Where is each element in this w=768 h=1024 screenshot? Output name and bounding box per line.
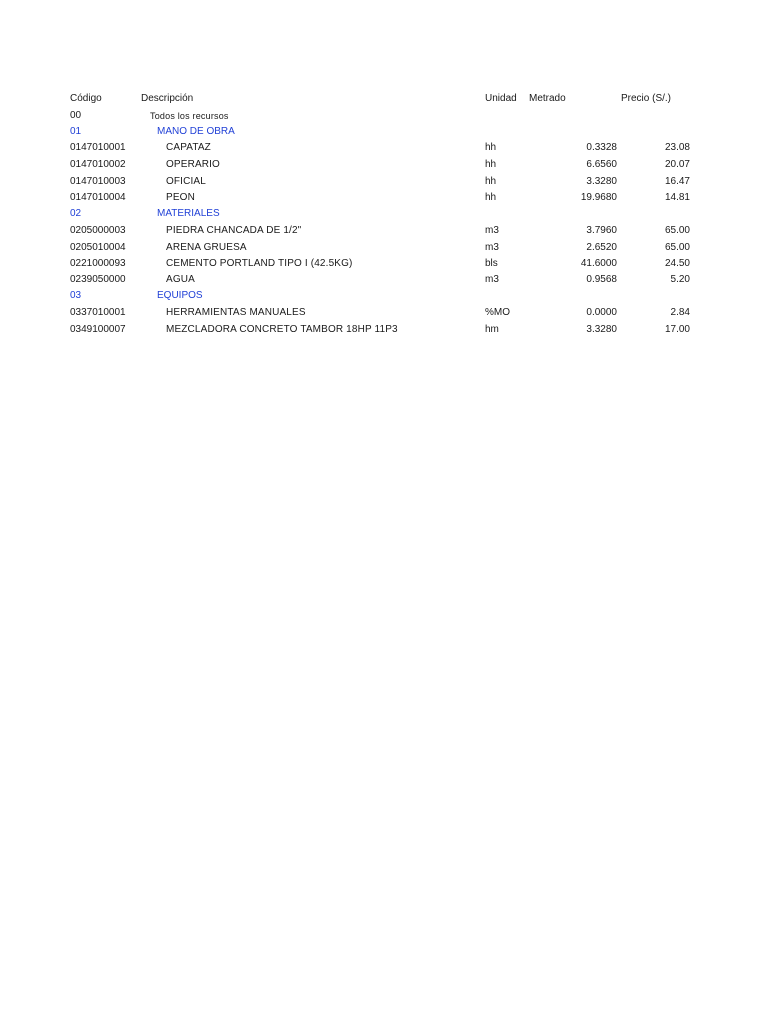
- item-metrado: 0.3328: [586, 142, 617, 153]
- table-row: [0, 157, 768, 173]
- item-unit: bls: [485, 258, 498, 269]
- group-name: MATERIALES: [157, 208, 220, 219]
- item-code: 0349100007: [70, 324, 126, 335]
- item-unit: hh: [485, 159, 497, 170]
- item-description: OPERARIO: [166, 159, 220, 170]
- item-metrado: 19.9680: [580, 192, 617, 203]
- item-unit: hh: [485, 192, 497, 203]
- item-code: 0147010001: [70, 142, 126, 153]
- all-resources-code: 00: [70, 110, 82, 121]
- item-price: 2.84: [670, 307, 690, 318]
- item-metrado: 41.6000: [580, 258, 617, 269]
- table-row: [0, 322, 768, 338]
- item-metrado: 6.6560: [586, 159, 617, 170]
- item-metrado: 0.9568: [586, 274, 617, 285]
- item-metrado: 3.7960: [586, 225, 617, 236]
- table-row: [0, 140, 768, 156]
- item-metrado: 3.3280: [586, 324, 617, 335]
- item-unit: %MO: [485, 307, 510, 318]
- header-metrado: Metrado: [529, 93, 566, 104]
- item-code: 0221000093: [70, 258, 126, 269]
- item-code: 0147010003: [70, 176, 126, 187]
- item-unit: hh: [485, 176, 497, 187]
- item-description: AGUA: [166, 274, 195, 285]
- group-row-mano-de-obra: [0, 124, 768, 140]
- group-row-equipos: [0, 288, 768, 304]
- table-row: [0, 272, 768, 288]
- item-price: 16.47: [664, 176, 690, 187]
- item-code: 0147010004: [70, 192, 126, 203]
- header-price: Precio (S/.): [621, 93, 672, 104]
- item-description: PEON: [166, 192, 195, 203]
- header-unit: Unidad: [485, 93, 517, 104]
- item-price: 24.50: [664, 258, 690, 269]
- group-name: EQUIPOS: [157, 290, 203, 301]
- item-code: 0205010004: [70, 242, 126, 253]
- item-unit: m3: [485, 274, 499, 285]
- item-price: 5.20: [670, 274, 690, 285]
- item-description: ARENA GRUESA: [166, 242, 247, 253]
- item-code: 0205000003: [70, 225, 126, 236]
- item-metrado: 0.0000: [586, 307, 617, 318]
- item-price: 65.00: [664, 225, 690, 236]
- header-code: Código: [70, 93, 102, 104]
- item-metrado: 3.3280: [586, 176, 617, 187]
- table-row: [0, 256, 768, 272]
- column-header-row: [0, 91, 768, 107]
- item-price: 14.81: [664, 192, 690, 203]
- item-description: OFICIAL: [166, 176, 206, 187]
- item-unit: m3: [485, 225, 499, 236]
- item-description: MEZCLADORA CONCRETO TAMBOR 18HP 11P3: [166, 324, 398, 335]
- group-code: 03: [70, 290, 82, 301]
- item-description: CEMENTO PORTLAND TIPO I (42.5KG): [166, 258, 353, 269]
- item-description: PIEDRA CHANCADA DE 1/2": [166, 225, 302, 236]
- group-row-materiales: [0, 206, 768, 222]
- table-row: [0, 190, 768, 206]
- group-code: 02: [70, 208, 82, 219]
- item-code: 0337010001: [70, 307, 126, 318]
- item-price: 65.00: [664, 242, 690, 253]
- group-name: MANO DE OBRA: [157, 126, 235, 137]
- table-row: [0, 174, 768, 190]
- item-price: 20.07: [664, 159, 690, 170]
- table-row: [0, 305, 768, 321]
- item-description: CAPATAZ: [166, 142, 211, 153]
- item-price: 23.08: [664, 142, 690, 153]
- all-resources-row: [0, 108, 768, 124]
- table-row: [0, 223, 768, 239]
- item-code: 0147010002: [70, 159, 126, 170]
- item-metrado: 2.6520: [586, 242, 617, 253]
- item-unit: hh: [485, 142, 497, 153]
- table-row: [0, 240, 768, 256]
- all-resources-description: Todos los recursos: [150, 111, 229, 121]
- header-description: Descripción: [141, 93, 194, 104]
- item-unit: m3: [485, 242, 499, 253]
- item-price: 17.00: [664, 324, 690, 335]
- item-description: HERRAMIENTAS MANUALES: [166, 307, 306, 318]
- group-code: 01: [70, 126, 82, 137]
- item-unit: hm: [485, 324, 499, 335]
- item-code: 0239050000: [70, 274, 126, 285]
